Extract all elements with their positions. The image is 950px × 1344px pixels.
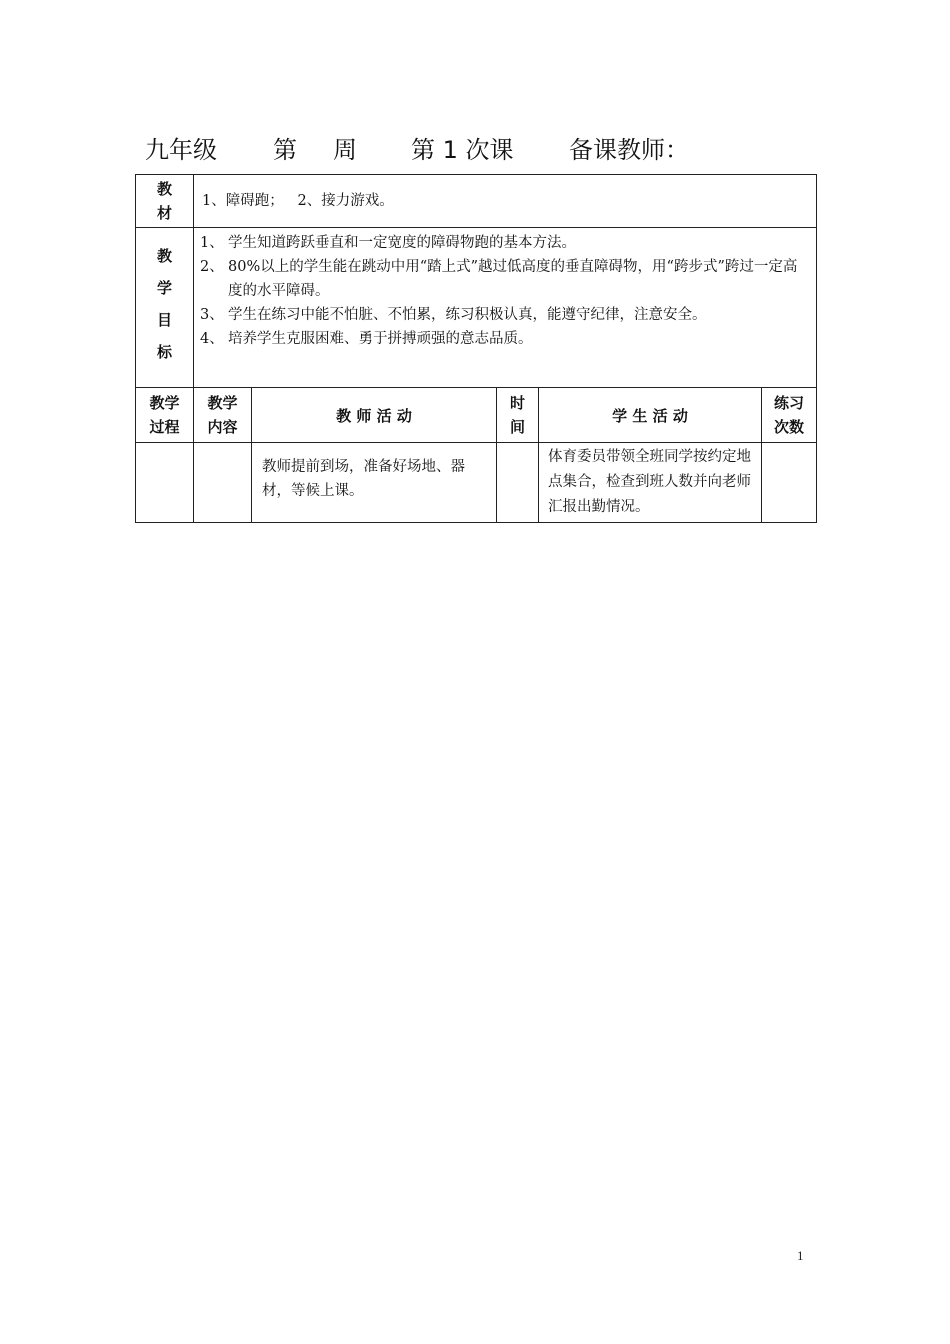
objective-item: 3、 学生在练习中能不怕脏、不怕累，练习积极认真，能遵守纪律，注意安全。	[200, 307, 707, 323]
col-header-student-activity: 学 生 活 动	[539, 388, 762, 443]
cell-practice	[762, 443, 817, 523]
objectives-content	[194, 228, 817, 388]
teacher-label: 备课教师：	[569, 136, 689, 164]
column-header-row	[136, 388, 817, 443]
col-header-practice: 练习 次数	[762, 388, 817, 443]
col-header-content: 教学 内容	[194, 388, 252, 443]
lesson-number: 第 1 次课	[411, 136, 514, 164]
material-row	[136, 175, 817, 228]
material-content	[194, 175, 817, 228]
table-row	[136, 443, 817, 523]
page-number: 1	[797, 1248, 804, 1263]
cell-student-activity: 体育委员带领全班同学按约定地点集合，检查到班人数并向老师汇报出勤情况。	[539, 443, 762, 523]
cell-time	[497, 443, 539, 523]
cell-content	[194, 443, 252, 523]
objective-item: 1、 学生知道跨跃垂直和一定宽度的障碍物跑的基本方法。	[200, 235, 576, 251]
col-header-teacher-activity: 教 师 活 动	[252, 388, 497, 443]
cell-process	[136, 443, 194, 523]
grade-label: 九年级	[145, 136, 217, 164]
col-header-time: 时 间	[497, 388, 539, 443]
cell-teacher-activity: 教师提前到场，准备好场地、器材，等候上课。	[252, 443, 497, 523]
objectives-row	[136, 228, 817, 388]
material-text: 1、障碍跑； 2、接力游戏。	[202, 193, 394, 209]
week-prefix: 第	[273, 136, 297, 164]
material-label: 教 材	[136, 175, 194, 228]
lesson-plan-title	[145, 132, 689, 168]
lesson-plan-table	[135, 174, 817, 523]
objectives-list	[194, 228, 816, 355]
col-header-process: 教学 过程	[136, 388, 194, 443]
objective-item: 2、 80%以上的学生能在跳动中用“踏上式”越过低高度的垂直障碍物，用“跨步式”跨过一定高度的水平障碍。	[200, 259, 798, 299]
objectives-label: 教 学 目 标	[136, 228, 194, 388]
objective-item: 4、 培养学生克服困难、勇于拼搏顽强的意志品质。	[200, 331, 533, 347]
week-suffix: 周	[333, 136, 357, 164]
